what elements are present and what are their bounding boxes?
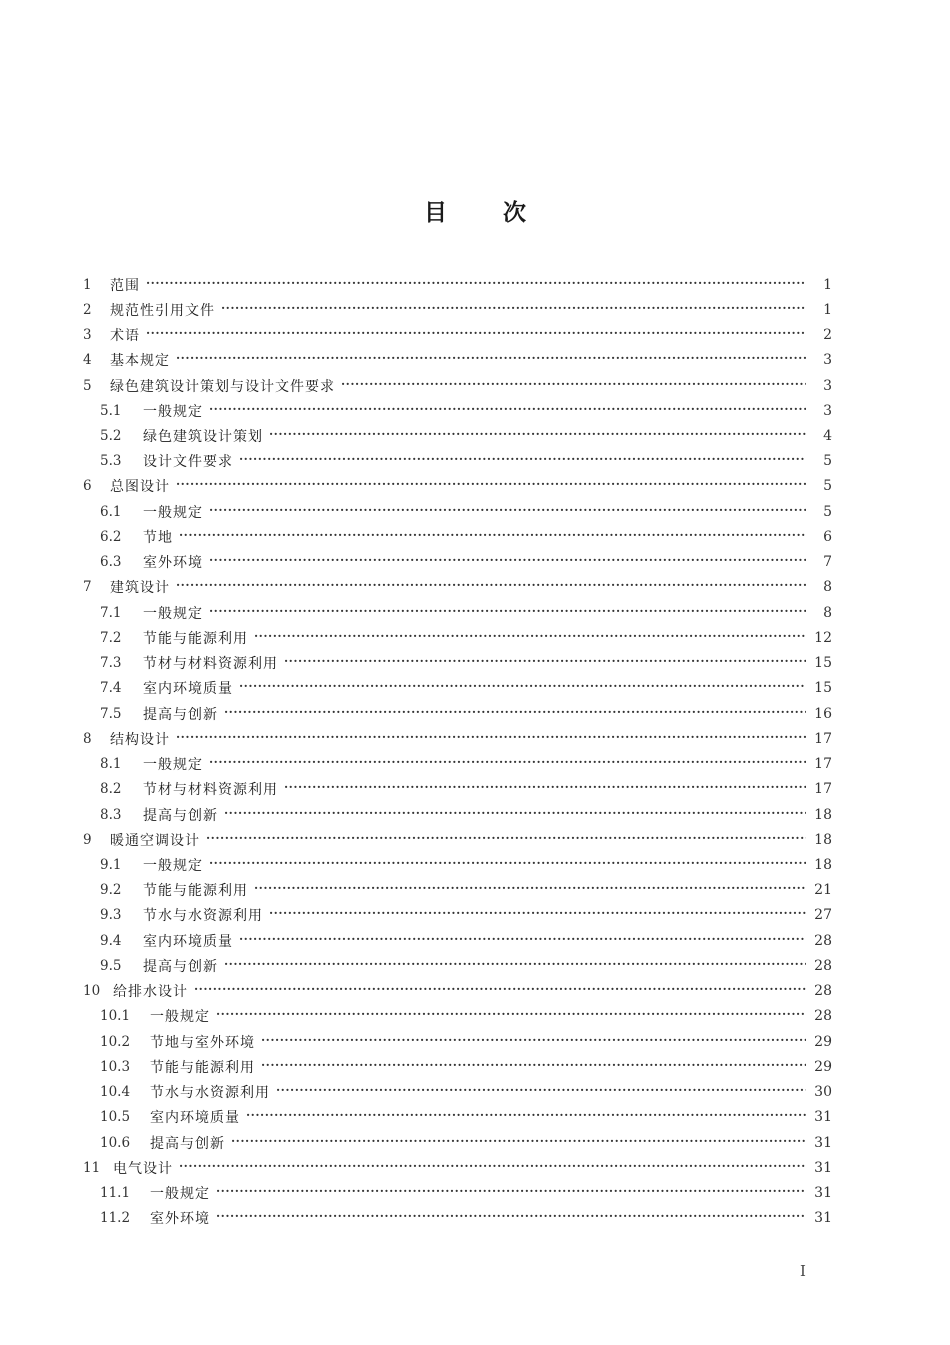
toc-entry[interactable] <box>80 272 832 297</box>
page-number: 3 <box>823 402 832 419</box>
section-number: 9.3 <box>100 907 122 924</box>
section-number: 8.2 <box>100 781 122 798</box>
section-title: 节能与能源利用 <box>143 883 248 900</box>
dot-leader <box>176 353 806 367</box>
page-number: 16 <box>814 705 832 722</box>
toc-entry[interactable] <box>80 1155 832 1180</box>
section-title: 一般规定 <box>150 1186 210 1203</box>
dot-leader <box>261 1035 806 1049</box>
section-number: 7.5 <box>100 705 122 722</box>
section-title: 规范性引用文件 <box>110 302 215 319</box>
section-number: 10.5 <box>100 1109 131 1126</box>
section-number: 7.2 <box>100 629 122 646</box>
dot-leader <box>261 1060 806 1074</box>
dot-leader <box>284 782 806 796</box>
dot-leader <box>216 1211 806 1225</box>
toc-entry[interactable] <box>80 1180 832 1205</box>
dot-leader <box>216 1186 806 1200</box>
section-number: 2 <box>83 301 92 318</box>
dot-leader <box>224 959 806 973</box>
page-number: 31 <box>814 1185 832 1202</box>
toc-entry[interactable] <box>80 701 832 726</box>
section-number: 1 <box>83 276 92 293</box>
section-number: 6.3 <box>100 554 122 571</box>
dot-leader <box>276 1085 806 1099</box>
toc-entry[interactable] <box>80 398 832 423</box>
toc-entry[interactable] <box>80 625 832 650</box>
toc-entry[interactable] <box>80 499 832 524</box>
dot-leader <box>239 681 806 695</box>
toc-entry[interactable] <box>80 1004 832 1029</box>
dot-leader <box>209 505 806 519</box>
toc-entry[interactable] <box>80 297 832 322</box>
section-title: 结构设计 <box>110 731 170 748</box>
section-number: 9 <box>83 831 92 848</box>
page-number: 18 <box>814 857 832 873</box>
page-number: 12 <box>814 629 832 646</box>
section-title: 节能与能源利用 <box>143 630 248 647</box>
dot-leader <box>216 1009 806 1023</box>
page-number: 1 <box>823 276 832 293</box>
toc-entry[interactable] <box>80 979 832 1004</box>
page-number: 28 <box>814 1008 832 1025</box>
dot-leader <box>179 530 806 544</box>
page-number: 8 <box>823 604 832 621</box>
dot-leader <box>284 656 806 670</box>
toc-entry[interactable] <box>80 852 832 877</box>
page-number: 30 <box>814 1084 832 1101</box>
section-number: 6.2 <box>100 528 122 545</box>
section-title: 节材与材料资源利用 <box>143 782 278 799</box>
dot-leader <box>269 908 806 922</box>
dot-leader <box>221 303 806 317</box>
dot-leader <box>194 984 806 998</box>
section-title: 节材与材料资源利用 <box>143 656 278 673</box>
section-number: 6 <box>83 478 92 495</box>
toc-entry[interactable] <box>80 600 832 625</box>
section-title: 节能与能源利用 <box>150 1059 255 1076</box>
dot-leader <box>254 631 806 645</box>
section-number: 5.2 <box>100 428 122 445</box>
page-number: 21 <box>814 882 832 899</box>
section-title: 提高与创新 <box>150 1135 225 1152</box>
page-number: 29 <box>814 1033 832 1050</box>
section-title: 术语 <box>110 328 140 345</box>
dot-leader <box>179 1161 806 1175</box>
page-number: 6 <box>823 528 832 545</box>
page-number: 18 <box>814 831 832 848</box>
section-title: 范围 <box>110 277 140 294</box>
section-title: 绿色建筑设计策划 <box>143 429 263 446</box>
section-title: 室外环境 <box>143 555 203 572</box>
toc-entry[interactable] <box>80 1054 832 1079</box>
table-of-contents <box>80 272 832 1231</box>
toc-entry[interactable] <box>80 1130 832 1155</box>
section-number: 11.2 <box>100 1210 131 1227</box>
toc-entry[interactable] <box>80 1080 832 1105</box>
page-number: 3 <box>823 352 832 369</box>
page-number: 8 <box>823 579 832 596</box>
toc-entry[interactable] <box>80 878 832 903</box>
section-number: 8 <box>83 730 92 747</box>
dot-leader <box>146 328 806 342</box>
toc-entry[interactable] <box>80 827 832 852</box>
page-number-footer: I <box>800 1262 806 1280</box>
section-number: 5 <box>83 377 92 394</box>
page-number: 18 <box>814 806 832 823</box>
dot-leader <box>254 883 806 897</box>
section-title: 提高与创新 <box>143 706 218 723</box>
dot-leader <box>209 858 806 872</box>
toc-entry[interactable] <box>80 423 832 448</box>
dot-leader <box>246 1110 806 1124</box>
dot-leader <box>209 606 806 620</box>
page-title <box>0 194 950 227</box>
title-char-2: 次 <box>503 199 526 226</box>
page-number: 15 <box>814 680 832 697</box>
section-number: 7.4 <box>100 680 122 697</box>
title-char-1: 目 <box>424 199 447 226</box>
section-title: 一般规定 <box>150 1009 210 1026</box>
page-number: 17 <box>814 781 832 798</box>
page-number: 5 <box>823 503 832 520</box>
section-number: 9.4 <box>100 932 122 949</box>
section-title: 电气设计 <box>113 1160 173 1177</box>
toc-entry[interactable] <box>80 928 832 953</box>
page-number: 28 <box>814 932 832 949</box>
page-number: 17 <box>814 756 832 773</box>
section-title: 室外环境 <box>150 1211 210 1228</box>
dot-leader <box>224 707 806 721</box>
section-number: 11.1 <box>100 1185 131 1202</box>
section-title: 给排水设计 <box>113 984 188 1001</box>
section-title: 总图设计 <box>110 479 170 496</box>
dot-leader <box>224 808 806 822</box>
page-number: 15 <box>814 655 832 672</box>
section-number: 10.3 <box>100 1058 131 1075</box>
page-number: 31 <box>814 1134 832 1151</box>
section-title: 建筑设计 <box>110 580 170 597</box>
section-number: 10 <box>83 983 101 1000</box>
page-number: 1 <box>823 301 832 318</box>
section-number: 5.3 <box>100 453 122 470</box>
section-number: 4 <box>83 352 92 369</box>
section-number: 10.2 <box>100 1033 131 1050</box>
toc-entry[interactable] <box>80 449 832 474</box>
toc-entry[interactable] <box>80 1105 832 1130</box>
toc-entry[interactable] <box>80 802 832 827</box>
section-title: 提高与创新 <box>143 958 218 975</box>
page-number: 27 <box>814 907 832 924</box>
section-number: 9.5 <box>100 957 122 974</box>
section-title: 一般规定 <box>143 757 203 774</box>
page-number: 31 <box>814 1210 832 1227</box>
section-title: 基本规定 <box>110 353 170 370</box>
dot-leader <box>176 580 806 594</box>
section-title: 暖通空调设计 <box>110 832 200 849</box>
section-title: 节水与水资源利用 <box>143 908 263 925</box>
dot-leader <box>206 833 806 847</box>
page-number: 5 <box>823 478 832 495</box>
section-number: 11 <box>83 1159 101 1176</box>
toc-entry[interactable] <box>80 373 832 398</box>
page-number: 31 <box>814 1159 832 1176</box>
page-number: 4 <box>823 428 832 445</box>
section-number: 8.1 <box>100 756 122 773</box>
dot-leader <box>176 732 806 746</box>
toc-entry[interactable] <box>80 777 832 802</box>
section-number: 6.1 <box>100 503 122 520</box>
page-number: 5 <box>823 453 832 470</box>
dot-leader <box>146 278 806 292</box>
toc-entry[interactable] <box>80 903 832 928</box>
page-number: 17 <box>814 730 832 747</box>
section-title: 节地与室外环境 <box>150 1034 255 1051</box>
page-number: 2 <box>823 327 832 344</box>
dot-leader <box>209 404 806 418</box>
dot-leader <box>231 1136 806 1150</box>
toc-entry[interactable] <box>80 1029 832 1054</box>
toc-entry[interactable] <box>80 524 832 549</box>
page-number: 28 <box>814 983 832 1000</box>
section-number: 3 <box>83 327 92 344</box>
section-number: 9.1 <box>100 857 122 873</box>
section-title: 一般规定 <box>143 403 203 420</box>
toc-entry[interactable] <box>80 474 832 499</box>
section-number: 7 <box>83 579 92 596</box>
toc-entry[interactable] <box>80 322 832 347</box>
dot-leader <box>239 454 806 468</box>
section-title: 设计文件要求 <box>143 454 233 471</box>
page-number: 28 <box>814 957 832 974</box>
toc-entry[interactable] <box>80 751 832 776</box>
section-title: 一般规定 <box>143 858 203 874</box>
section-title: 节水与水资源利用 <box>150 1085 270 1102</box>
section-number: 5.1 <box>100 402 122 419</box>
toc-entry[interactable] <box>80 953 832 978</box>
section-title: 室内环境质量 <box>143 681 233 698</box>
toc-entry[interactable] <box>80 726 832 751</box>
section-title: 提高与创新 <box>143 807 218 824</box>
dot-leader <box>341 379 806 393</box>
section-title: 一般规定 <box>143 605 203 622</box>
page-number: 31 <box>814 1109 832 1126</box>
section-title: 室内环境质量 <box>150 1110 240 1127</box>
section-number: 9.2 <box>100 882 122 899</box>
page-number: 29 <box>814 1058 832 1075</box>
dot-leader <box>209 757 806 771</box>
section-number: 10.6 <box>100 1134 131 1151</box>
dot-leader <box>209 555 806 569</box>
page-number: 3 <box>823 377 832 394</box>
dot-leader <box>269 429 806 443</box>
page-number: 7 <box>823 554 832 571</box>
section-number: 10.1 <box>100 1008 131 1025</box>
section-number: 10.4 <box>100 1084 131 1101</box>
toc-entry[interactable] <box>80 348 832 373</box>
toc-entry[interactable] <box>80 575 832 600</box>
dot-leader <box>239 934 806 948</box>
toc-entry[interactable] <box>80 1206 832 1231</box>
section-title: 室内环境质量 <box>143 933 233 950</box>
dot-leader <box>176 479 806 493</box>
toc-entry[interactable] <box>80 550 832 575</box>
section-number: 8.3 <box>100 806 122 823</box>
section-title: 绿色建筑设计策划与设计文件要求 <box>110 378 335 395</box>
section-number: 7.1 <box>100 604 122 621</box>
section-title: 一般规定 <box>143 504 203 521</box>
toc-entry[interactable] <box>80 676 832 701</box>
section-number: 7.3 <box>100 655 122 672</box>
toc-entry[interactable] <box>80 651 832 676</box>
section-title: 节地 <box>143 529 173 546</box>
